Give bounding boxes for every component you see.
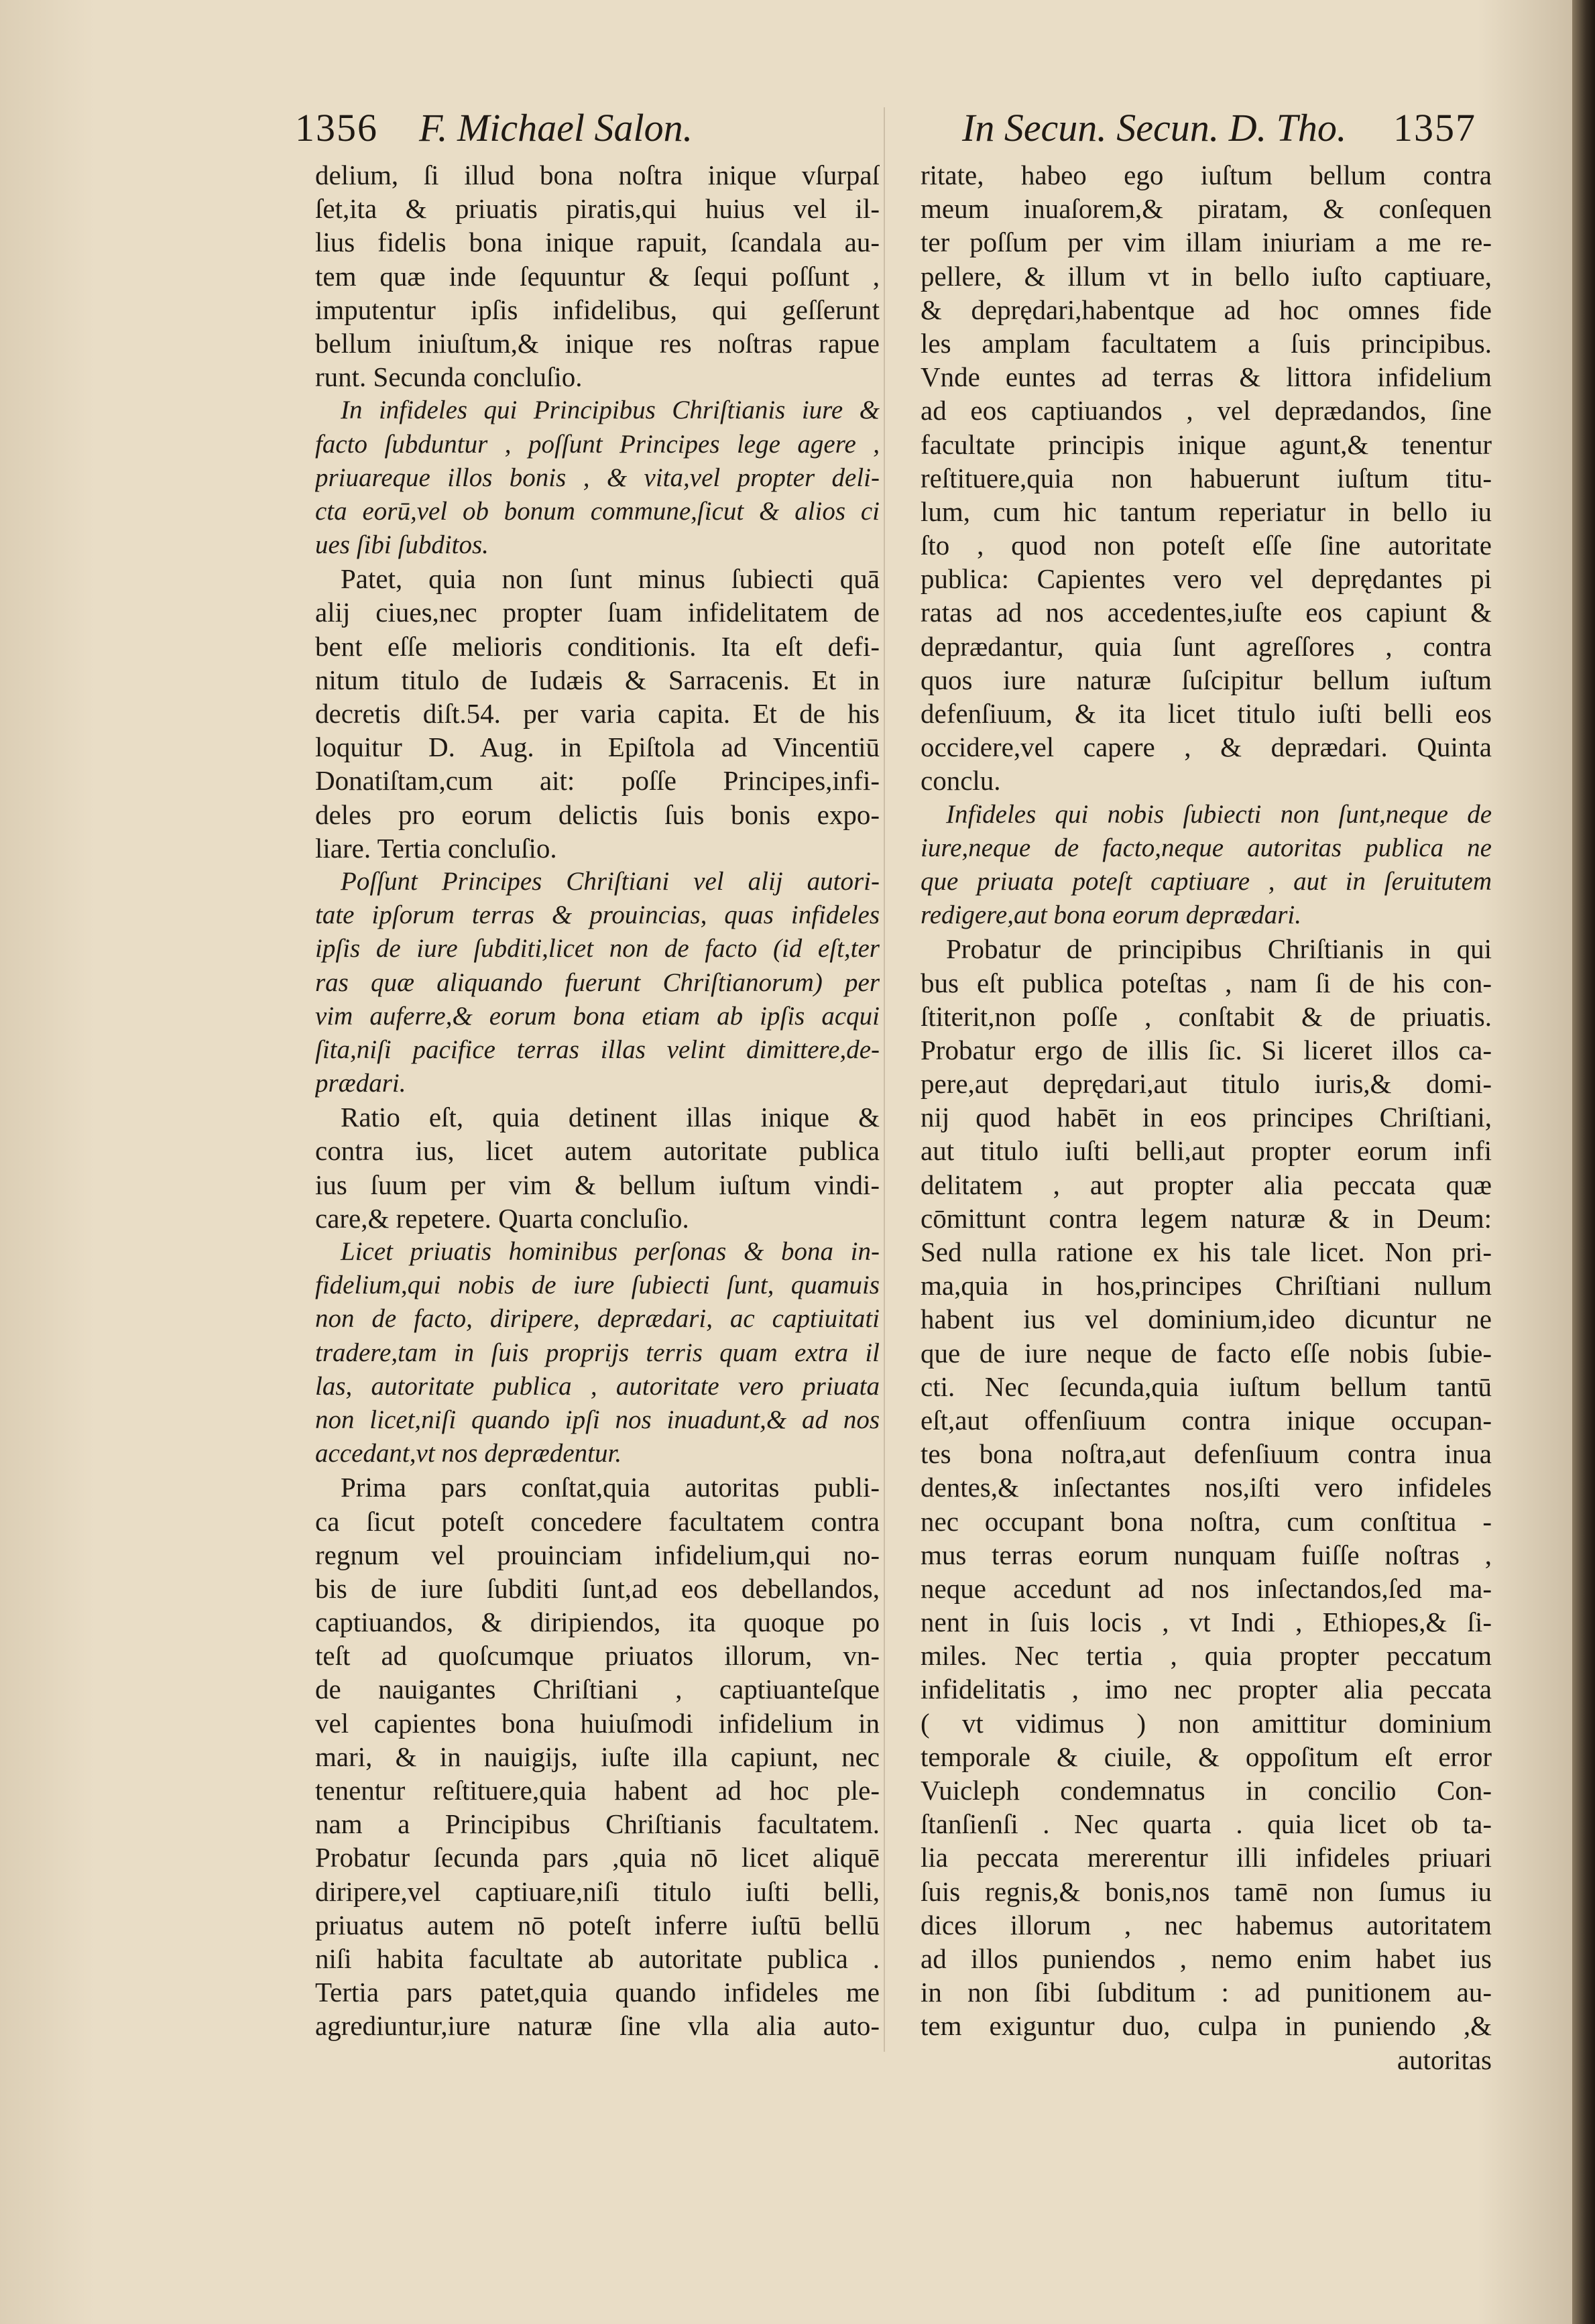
text-line: care,& repetere. Quarta concluſio. bbox=[315, 1202, 689, 1234]
text-line: Prima pars conſtat,quia autoritas publi- bbox=[341, 1472, 880, 1503]
text-line: ius ſuum per vim & bellum iuſtum vindi- bbox=[315, 1169, 880, 1200]
text-line: accedant,vt nos deprædentur. bbox=[315, 1439, 622, 1468]
text-line: nij quod habēt in eos principes Chriſtiani, bbox=[921, 1102, 1492, 1133]
text-line: alij ciues,nec propter ſuam infidelitatem de bbox=[315, 597, 880, 628]
text-line: Poſſunt Principes Chriſtiani vel alij autori- bbox=[341, 866, 880, 896]
text-line: diripere,vel captiuare,niſi titulo iuſti belli, bbox=[315, 1875, 880, 1907]
page-edge-shadow bbox=[1572, 0, 1595, 2324]
text-line: priuatus autem nō poteſt inferre iuſtū bellū bbox=[315, 1909, 880, 1940]
text-line: Probatur ergo de illis ſic. Si liceret illos ca- bbox=[921, 1034, 1492, 1065]
text-line: tate ipſorum terras & prouincias, quas infideles bbox=[315, 900, 880, 930]
text-line: tradere,tam in ſuis proprijs terris quam extra il bbox=[315, 1338, 880, 1367]
text-line: tem quæ inde ſequuntur & ſequi poſſunt , bbox=[315, 260, 880, 292]
text-line: conclu. bbox=[921, 765, 1001, 797]
text-line: lum, cum hic tantum reperiatur in bello iu bbox=[921, 496, 1492, 527]
text-line: agrediuntur,iure naturæ ſine vlla alia auto- bbox=[315, 2010, 880, 2042]
text-line: decretis diſt.54. per varia capita. Et de his bbox=[315, 698, 880, 729]
text-line: que de iure neque de facto eſſe nobis ſubie- bbox=[921, 1337, 1492, 1369]
text-line: captiuandos, & diripiendos, ita quoque po bbox=[315, 1607, 880, 1638]
text-line: infidelitatis , imo nec propter alia peccata bbox=[921, 1674, 1492, 1705]
text-line: dices illorum , nec habemus autoritatem bbox=[921, 1909, 1492, 1940]
text-line: vim auferre,& eorum bona etiam ab ipſis acqui bbox=[315, 1001, 880, 1031]
text-line: ſuis regnis,& bonis,nos tamē non ſumus iu bbox=[921, 1875, 1492, 1907]
text-line: autoritas bbox=[1397, 2044, 1492, 2075]
text-line: habent ius vel dominium,ideo dicuntur ne bbox=[921, 1303, 1492, 1335]
text-line: nam a Principibus Chriſtianis facultatem. bbox=[315, 1808, 880, 1840]
left-page-number: 1356 bbox=[295, 106, 378, 150]
text-line: cti. Nec ſecunda,quia iuſtum bellum tantū bbox=[921, 1371, 1492, 1402]
text-line: Sed nulla ratione ex his tale licet. Non pri- bbox=[921, 1236, 1492, 1267]
text-line: imputentur ipſis infidelibus, qui geſſerunt bbox=[315, 294, 880, 325]
text-line: deprædantur, quia ſunt agreſſores , contra bbox=[921, 630, 1492, 662]
text-line: lius fidelis bona inique rapuit, ſcandala au- bbox=[315, 227, 880, 258]
text-line: facultate principis inique agunt,& tenentur bbox=[921, 428, 1492, 460]
text-line: tem exiguntur duo, culpa in puniendo ,& bbox=[921, 2010, 1492, 2042]
text-line: liare. Tertia concluſio. bbox=[315, 832, 557, 864]
text-line: ras quæ aliquando fuerunt Chriſtianorum) per bbox=[315, 968, 880, 997]
right-page-number: 1357 bbox=[1393, 106, 1476, 150]
text-line: mari, & in nauigijs, iuſte illa capiunt, nec bbox=[315, 1741, 880, 1772]
text-line: Tertia pars patet,quia quando infideles me bbox=[315, 1977, 880, 2008]
text-line: ca ſicut poteſt concedere facultatem contra bbox=[315, 1505, 880, 1537]
text-line: bis de iure ſubditi ſunt,ad eos debellandos, bbox=[315, 1572, 880, 1604]
text-line: ( vt vidimus ) non amittitur dominium bbox=[921, 1707, 1492, 1739]
text-line: niſi habita facultate ab autoritate publica . bbox=[315, 1942, 880, 1974]
text-line: nent in ſuis locis , vt Indi , Ethiopes,& ſi- bbox=[921, 1607, 1492, 1638]
left-running-title: F. Michael Salon. bbox=[419, 106, 693, 150]
text-line: iure,neque de facto,neque autoritas publica ne bbox=[921, 833, 1492, 862]
text-line: Probatur de principibus Chriſtianis in qui bbox=[946, 933, 1492, 965]
text-line: Infideles qui nobis ſubiecti non ſunt,neque de bbox=[946, 799, 1492, 829]
text-line: bellum iniuſtum,& inique res noſtras rapue bbox=[315, 327, 880, 359]
text-line: runt. Secunda concluſio. bbox=[315, 361, 583, 393]
text-line: deles pro eorum delictis ſuis bonis expo- bbox=[315, 799, 880, 830]
text-line: ter poſſum per vim illam iniuriam a me re- bbox=[921, 227, 1492, 258]
text-line: ſtiterit,non poſſe , conſtabit & de priuatis. bbox=[921, 1000, 1492, 1032]
text-line: ritate, habeo ego iuſtum bellum contra bbox=[921, 160, 1492, 190]
text-line: ſtanſienſi . Nec quarta . quia licet ob ta- bbox=[921, 1808, 1492, 1840]
text-line: ma,quia in hos,principes Chriſtiani nullum bbox=[921, 1270, 1492, 1301]
text-line: meum inuaſorem,& piratam, & conſequen bbox=[921, 193, 1492, 225]
text-line: Vnde euntes ad terras & littora infidelium bbox=[921, 361, 1492, 393]
text-line: Patet, quia non ſunt minus ſubiecti quā bbox=[341, 563, 880, 595]
text-line: de nauigantes Chriſtiani , captiuanteſque bbox=[315, 1674, 880, 1705]
text-line: loquitur D. Aug. in Epiſtola ad Vincentiū bbox=[315, 732, 880, 763]
text-line: defenſiuum, & ita licet titulo iuſti belli eos bbox=[921, 698, 1492, 729]
text-line: non licet,niſi quando ipſi nos inuadunt,& ad nos bbox=[315, 1405, 880, 1434]
text-line: ues ſibi ſubditos. bbox=[315, 530, 489, 560]
text-line: regnum vel prouinciam infidelium,qui no- bbox=[315, 1539, 880, 1570]
text-line: non de facto, diripere, deprædari, ac captiuitati bbox=[315, 1304, 880, 1334]
text-line: ratas ad nos accedentes,iuſte eos capiunt & bbox=[921, 597, 1492, 628]
text-line: temporale & ciuile, & oppoſitum eſt error bbox=[921, 1741, 1492, 1772]
text-line: Probatur ſecunda pars ,quia nō licet aliquē bbox=[315, 1842, 880, 1873]
text-line: in non ſibi ſubditum : ad punitionem au- bbox=[921, 1977, 1492, 2008]
right-running-title: In Secun. Secun. D. Tho. bbox=[962, 106, 1347, 150]
text-line: neque accedunt ad nos inſectandos,ſed ma- bbox=[921, 1572, 1492, 1604]
text-line: les amplam facultatem a ſuis principibus. bbox=[921, 327, 1492, 359]
text-line: reſtituere,quia non habuerunt iuſtum titu- bbox=[921, 462, 1492, 493]
text-line: ad illos puniendos , nemo enim habet ius bbox=[921, 1942, 1492, 1974]
text-line: mus terras eorum nunquam fuiſſe noſtras , bbox=[921, 1539, 1492, 1570]
text-line: cōmittunt contra legem naturæ & in Deum: bbox=[921, 1202, 1492, 1234]
text-line: delium, ſi illud bona noſtra inique vſurpaſ bbox=[315, 160, 880, 190]
text-line: ad eos captiuandos , vel deprædandos, ſine bbox=[921, 395, 1492, 426]
text-line: teſt ad quoſcumque priuatos illorum, vn- bbox=[315, 1640, 880, 1672]
text-line: nitum titulo de Iudæis & Sarracenis. Et in bbox=[315, 664, 880, 695]
text-line: ſet,ita & priuatis piratis,qui huius vel il- bbox=[315, 193, 880, 225]
text-line: quos iure naturæ ſuſcipitur bellum iuſtum bbox=[921, 664, 1492, 695]
text-line: redigere,aut bona eorum deprædari. bbox=[921, 900, 1301, 930]
text-line: eſt,aut offenſiuum contra inique occupan- bbox=[921, 1404, 1492, 1436]
text-line: nec occupant bona noſtra, cum conſtitua - bbox=[921, 1505, 1492, 1537]
text-line: las, autoritate publica , autoritate vero priuata bbox=[315, 1371, 880, 1401]
text-line: cta eorū,vel ob bonum commune,ſicut & alios ci bbox=[315, 496, 880, 526]
text-line: publica: Capientes vero vel deprędantes pi bbox=[921, 563, 1492, 595]
text-line: pellere, & illum vt in bello iuſto captiuare, bbox=[921, 260, 1492, 292]
text-line: ſita,niſi pacifice terras illas velint dimittere,de- bbox=[315, 1035, 880, 1064]
text-line: miles. Nec tertia , quia propter peccatum bbox=[921, 1640, 1492, 1672]
text-line: bent eſſe melioris conditionis. Ita eſt defi- bbox=[315, 630, 880, 662]
text-line: vel capientes bona huiuſmodi infidelium in bbox=[315, 1707, 880, 1739]
text-line: tenentur reſtituere,quia habent ad hoc ple- bbox=[315, 1775, 880, 1806]
text-line: occidere,vel capere , & deprædari. Quinta bbox=[921, 732, 1492, 763]
text-line: contra ius, licet autem autoritate publica bbox=[315, 1135, 880, 1167]
text-line: ipſis de iure ſubditi,licet non de facto (id eſt,ter bbox=[315, 934, 880, 964]
text-line: aut titulo iuſti belli,aut propter eorum infi bbox=[921, 1135, 1492, 1167]
text-line: lia peccata mererentur illi infideles priuari bbox=[921, 1842, 1492, 1873]
text-line: facto ſubduntur , poſſunt Principes lege agere , bbox=[315, 429, 880, 459]
text-line: Licet priuatis hominibus perſonas & bona in- bbox=[341, 1237, 880, 1266]
text-line: tes bona noſtra,aut defenſiuum contra inua bbox=[921, 1438, 1492, 1470]
column-gutter bbox=[884, 107, 885, 2052]
text-line: Ratio eſt, quia detinent illas inique & bbox=[341, 1102, 880, 1133]
text-line: Donatiſtam,cum ait: poſſe Principes,infi- bbox=[315, 765, 880, 797]
text-line: ſto , quod non poteſt eſſe ſine autoritate bbox=[921, 530, 1492, 561]
text-line: dentes,& inſectantes nos,iſti vero infideles bbox=[921, 1472, 1492, 1503]
text-line: & deprędari,habentque ad hoc omnes fide bbox=[921, 294, 1492, 325]
text-line: que priuata poteſt captiuare , aut in ſeruitutem bbox=[921, 866, 1492, 896]
text-line: prædari. bbox=[315, 1069, 406, 1098]
text-line: Vuicleph condemnatus in concilio Con- bbox=[921, 1775, 1492, 1806]
left-text-column bbox=[315, 158, 880, 2043]
text-line: fidelium,qui nobis de iure ſubiecti ſunt, quamuis bbox=[315, 1271, 880, 1300]
right-text-column bbox=[921, 158, 1492, 2077]
text-line: In infideles qui Principibus Chriſtianis iure & bbox=[341, 396, 880, 425]
text-line: bus eſt publica poteſtas , nam ſi de his con- bbox=[921, 967, 1492, 998]
text-line: pere,aut deprędari,aut titulo iuris,& domi- bbox=[921, 1068, 1492, 1100]
text-line: delitatem , aut propter alia peccata quæ bbox=[921, 1169, 1492, 1200]
text-line: priuareque illos bonis , & vita,vel propter deli- bbox=[315, 463, 880, 492]
